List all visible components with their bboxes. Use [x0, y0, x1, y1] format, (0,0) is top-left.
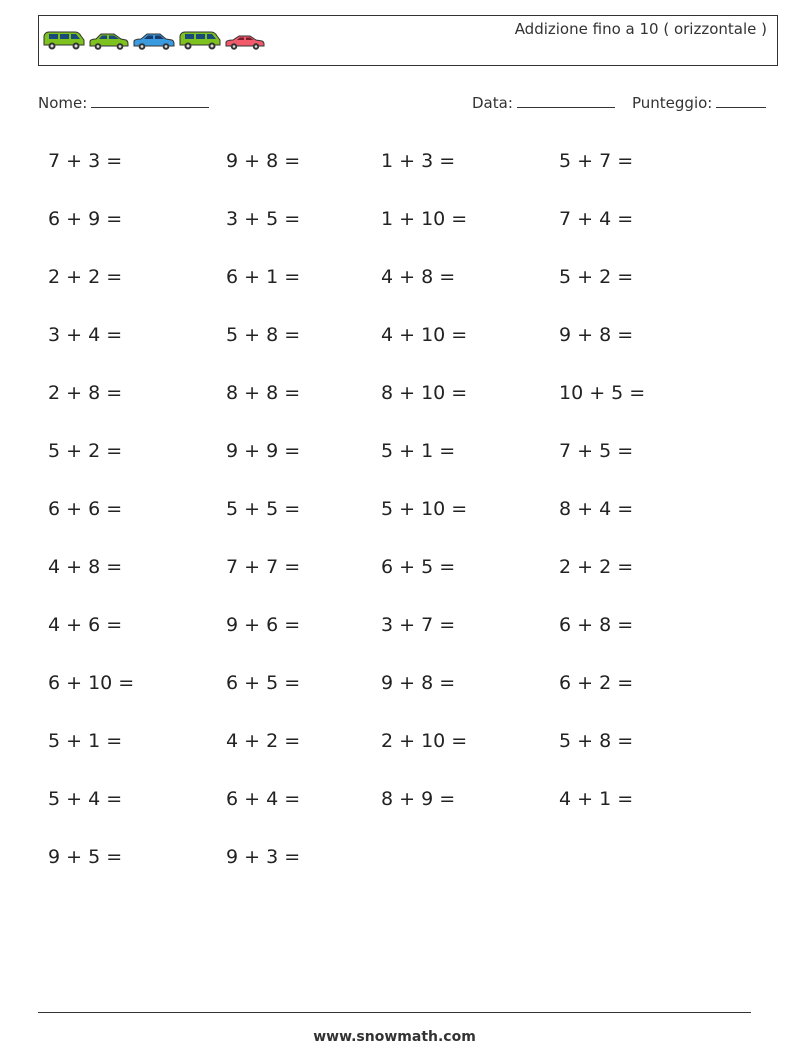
problem-item: 4 + 10 =: [381, 324, 468, 346]
problem-item: 5 + 7 =: [559, 150, 634, 172]
problem-item: 2 + 2 =: [48, 266, 123, 288]
problem-item: 4 + 6 =: [48, 614, 123, 636]
problem-item: 5 + 2 =: [559, 266, 634, 288]
problem-item: 6 + 10 =: [48, 672, 135, 694]
problem-item: 4 + 1 =: [559, 788, 634, 810]
coupe-icon: [224, 33, 266, 51]
name-label: Nome:: [38, 94, 88, 112]
problem-item: 9 + 5 =: [48, 846, 123, 868]
problem-item: 5 + 8 =: [559, 730, 634, 752]
date-field: [472, 93, 615, 112]
problem-item: 1 + 10 =: [381, 208, 468, 230]
problem-item: 10 + 5 =: [559, 382, 646, 404]
name-field: [38, 93, 209, 112]
problem-item: 4 + 2 =: [226, 730, 301, 752]
problem-item: 8 + 8 =: [226, 382, 301, 404]
problem-item: 1 + 3 =: [381, 150, 456, 172]
sedan-icon: [132, 31, 176, 51]
worksheet-title: Addizione fino a 10 ( orizzontale ): [514, 20, 767, 38]
problem-item: 6 + 2 =: [559, 672, 634, 694]
problem-item: 3 + 4 =: [48, 324, 123, 346]
problem-item: 6 + 6 =: [48, 498, 123, 520]
problem-grid: [48, 146, 719, 900]
problem-item: 6 + 1 =: [226, 266, 301, 288]
problem-item: 9 + 8 =: [559, 324, 634, 346]
problem-item: 5 + 10 =: [381, 498, 468, 520]
problem-item: 9 + 8 =: [226, 150, 301, 172]
problem-item: 6 + 5 =: [381, 556, 456, 578]
car-illustrations: [42, 29, 266, 51]
problem-item: 2 + 10 =: [381, 730, 468, 752]
problem-item: 4 + 8 =: [48, 556, 123, 578]
problem-item: 9 + 6 =: [226, 614, 301, 636]
problem-item: 7 + 5 =: [559, 440, 634, 462]
footer-website: www.snowmath.com: [313, 1029, 476, 1045]
problem-item: 6 + 4 =: [226, 788, 301, 810]
problem-item: 8 + 10 =: [381, 382, 468, 404]
hatchback-icon: [88, 31, 130, 51]
worksheet-header: [38, 15, 778, 66]
score-field: [632, 93, 766, 112]
problem-item: 9 + 9 =: [226, 440, 301, 462]
problem-item: 5 + 2 =: [48, 440, 123, 462]
problem-item: 3 + 5 =: [226, 208, 301, 230]
problem-item: 6 + 9 =: [48, 208, 123, 230]
problem-item: 2 + 2 =: [559, 556, 634, 578]
problem-item: 9 + 8 =: [381, 672, 456, 694]
problem-item: 5 + 4 =: [48, 788, 123, 810]
problem-item: 7 + 7 =: [226, 556, 301, 578]
problem-item: 8 + 9 =: [381, 788, 456, 810]
problem-item: 6 + 8 =: [559, 614, 634, 636]
name-blank[interactable]: [91, 93, 209, 108]
footer-divider: [38, 1012, 751, 1013]
van-icon: [42, 29, 86, 51]
problem-item: 5 + 1 =: [48, 730, 123, 752]
score-label: Punteggio:: [632, 94, 713, 112]
problem-item: 2 + 8 =: [48, 382, 123, 404]
problem-item: 4 + 8 =: [381, 266, 456, 288]
date-label: Data:: [472, 94, 513, 112]
problem-item: 7 + 4 =: [559, 208, 634, 230]
problem-item: 6 + 5 =: [226, 672, 301, 694]
problem-item: 7 + 3 =: [48, 150, 123, 172]
problem-item: 9 + 3 =: [226, 846, 301, 868]
problem-item: 3 + 7 =: [381, 614, 456, 636]
problem-item: 5 + 5 =: [226, 498, 301, 520]
date-blank[interactable]: [517, 93, 615, 108]
score-blank[interactable]: [716, 93, 766, 108]
problem-item: 5 + 1 =: [381, 440, 456, 462]
van-icon: [178, 29, 222, 51]
problem-item: 5 + 8 =: [226, 324, 301, 346]
problem-item: 8 + 4 =: [559, 498, 634, 520]
